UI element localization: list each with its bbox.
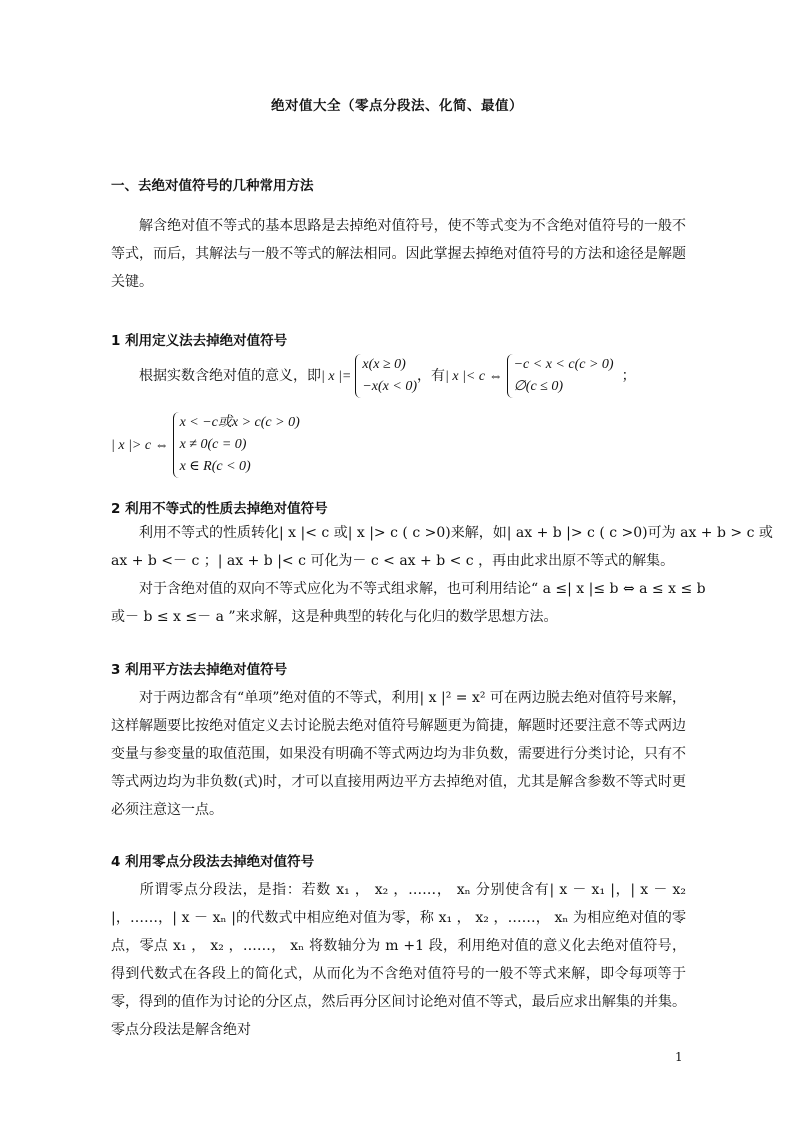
greater-than-case-negative: x ∈ R(c < 0) [179, 459, 251, 474]
method-4-heading: 4 利用零点分段法去掉绝对值符号 [111, 854, 315, 870]
method-3-heading: 3 利用平方法去掉绝对值符号 [111, 662, 288, 678]
method-2-line-4: 或－ b ≤ x ≤－ a ”来求解，这是种典型的转化与化归的数学思想方法。 [111, 609, 558, 625]
method-2-line-1: 利用不等式的性质转化| x |< c 或| x |> c ( c >0)来解，如| ax + b |> c ( c >0)可为 ax + b > c 或 [139, 525, 773, 541]
abs-definition-cases [355, 354, 417, 398]
method-2-heading: 2 利用不等式的性质去掉绝对值符号 [111, 501, 328, 517]
less-than-case-empty: ∅(c ≤ 0) [513, 379, 564, 394]
definition-lead-text: 根据实数含绝对值的意义，即 [139, 368, 321, 384]
abs-case-neg: −x(x < 0) [362, 379, 418, 394]
method-2-line-2: ax + b <－ c ；| ax + b |< c 可化为－ c < ax + b < c ，再由此求出原不等式的解集。 [111, 553, 675, 569]
definition-formula-line [139, 354, 636, 398]
method-2-line-3: 对于含绝对值的双向不等式应化为不等式组求解，也可利用结论“ a ≤| x |≤ b ⇔ a ≤ x ≤ b [139, 581, 706, 597]
method-1-heading: 1 利用定义法去掉绝对值符号 [111, 333, 288, 349]
document-title: 绝对值大全（零点分段法、化简、最值） [271, 98, 523, 114]
less-than-cases [507, 354, 614, 398]
greater-than-case-zero: x ≠ 0(c = 0) [179, 437, 247, 452]
less-than-case-positive: −c < x < c(c > 0) [513, 357, 614, 372]
abs-case-nonneg: x(x ≥ 0) [362, 357, 406, 372]
definition-mid-text: ，有 [417, 368, 446, 384]
method-4-paragraph: 所谓零点分段法，是指：若数 x₁ ， x₂ ，……， xₙ 分别使含有| x － x₁ |，| x － x₂ |，……，| x － xₙ |的代数式中相应绝对值为零，称 x₁ ， x₂ ，……， xₙ 为相应绝对值的零点，零点 x₁ ， x₂ ，……， xₙ 将数轴分为 m +1 段，利用绝对值的意义化去绝对值符号，得到代数式在各段上的简化式，从而化为不含绝对值符号的一般不等式来解，即令每项等于零，得到的值作为讨论的分区点，然后再分区间讨论绝对值不等式，最后应求出解集的并集。零点分段法是解含绝对 [111, 882, 686, 1038]
definition-end-punct: ； [621, 368, 636, 384]
section-heading-1: 一、去绝对值符号的几种常用方法 [111, 178, 314, 194]
greater-than-lhs: | x |> c ⇔ [111, 438, 169, 453]
greater-than-case-positive: x < −c或x > c(c > 0) [179, 415, 300, 430]
greater-than-cases [173, 412, 300, 478]
section-intro-paragraph: 解含绝对值不等式的基本思路是去掉绝对值符号，使不等式变为不含绝对值符号的一般不等式，而后，其解法与一般不等式的解法相同。因此掌握去掉绝对值符号的方法和途径是解题关键。 [111, 218, 686, 290]
page-number: 1 [675, 1050, 683, 1064]
method-3-paragraph: 对于两边都含有“单项”绝对值的不等式，利用| x |² = x² 可在两边脱去绝对值符号来解，这样解题要比按绝对值定义去讨论脱去绝对值符号解题更为简捷，解题时还要注意不等式两边变量与参变量的取值范围，如果没有明确不等式两边均为非负数，需要进行分类讨论，只有不等式两边均为非负数(式)时，才可以直接用两边平方去掉绝对值，尤其是解含参数不等式时更必须注意这一点。 [111, 690, 686, 818]
abs-lhs: | x |= [321, 369, 352, 384]
less-than-lhs: | x |< c ⇔ [445, 369, 503, 384]
greater-than-formula-line [111, 412, 300, 478]
